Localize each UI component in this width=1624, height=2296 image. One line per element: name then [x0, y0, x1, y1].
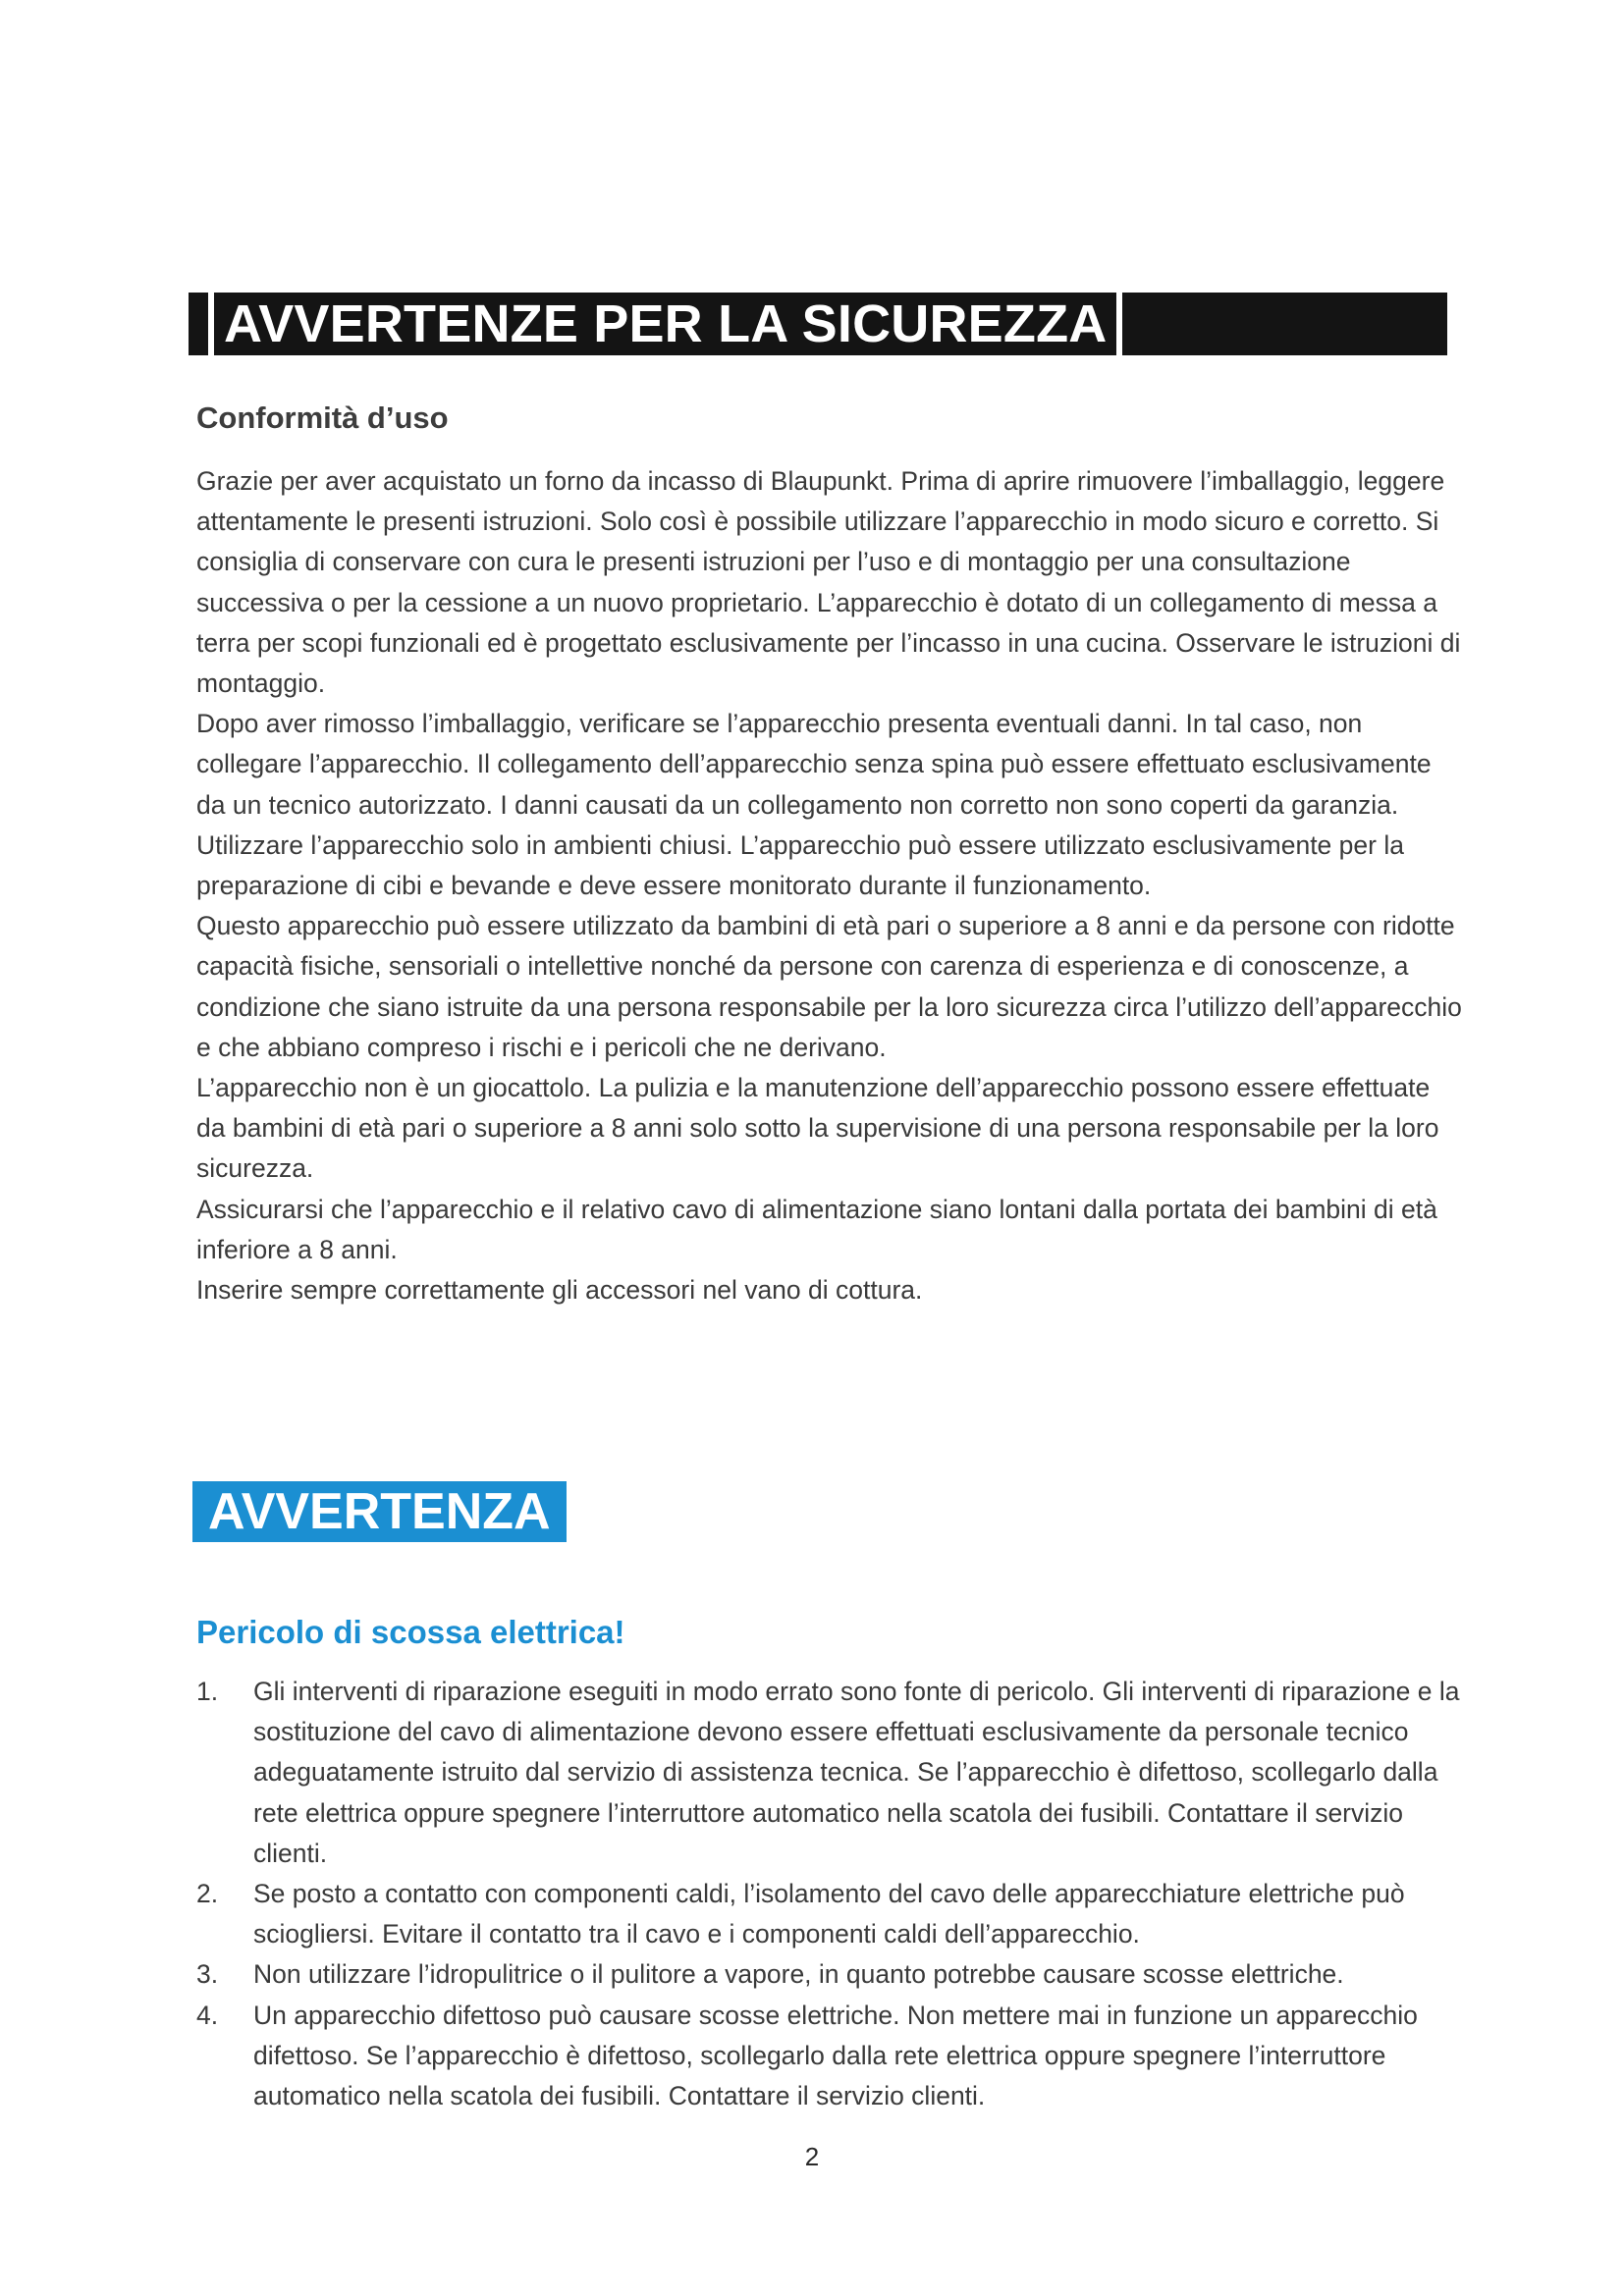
- warning-title: AVVERTENZA: [208, 1483, 551, 1540]
- paragraph: L’apparecchio non è un giocattolo. La pulizia e la manutenzione dell’apparecchio possono essere effettuate da bambini di età pari o superiore a 8 anni solo sotto la supervisione di una persona responsabile per la loro sicurezza.: [196, 1073, 1439, 1184]
- paragraph: Assicurarsi che l’apparecchio e il relativo cavo di alimentazione siano lontani dalla portata dei bambini di età inferiore a 8 anni.: [196, 1194, 1437, 1264]
- paragraph: Questo apparecchio può essere utilizzato da bambini di età pari o superiore a 8 anni e da persone con ridotte capacità fisiche, sensoriali o intellettive nonché da persone con carenza di esperienza e di conoscenze, a condizione che siano istruite da una persona responsabile per la loro sicurezza circa l’utilizzo dell’apparecchio e che abbiano compreso i rischi e i pericoli che ne derivano.: [196, 911, 1462, 1062]
- list-text: Un apparecchio difettoso può causare scosse elettriche. Non mettere mai in funzione un apparecchio difettoso. Se l’apparecchio è difettoso, scollegarlo dalla rete elettrica oppure spegnere l’interruttore automatico nella scatola dei fusibili. Contattare il servizio clienti.: [253, 2000, 1418, 2111]
- list-text: Non utilizzare l’idropulitrice o il pulitore a vapore, in quanto potrebbe causare scosse elettriche.: [253, 1959, 1344, 1990]
- list-item: [196, 1874, 1465, 1954]
- list-item: [196, 1954, 1465, 1995]
- list-text: Gli interventi di riparazione eseguiti in modo errato sono fonte di pericolo. Gli interventi di riparazione e la sostituzione del cavo di alimentazione devono essere effettuati esclusivamente da personale tecnico adeguatamente istruito dal servizio di assistenza tecnica. Se l’apparecchio è difettoso, scollegarlo dalla rete elettrica oppure spegnere l’interruttore automatico nella scatola dei fusibili. Contattare il servizio clienti.: [253, 1677, 1460, 1868]
- warning-list: [196, 1672, 1465, 2116]
- intro-text: [196, 461, 1463, 1310]
- list-item: [196, 1672, 1465, 1874]
- section-title: AVVERTENZE PER LA SICUREZZA: [214, 293, 1116, 355]
- section-title-box: [208, 293, 1122, 355]
- list-number: 1.: [196, 1677, 219, 1706]
- section-title-banner: [189, 293, 1447, 355]
- list-item: [196, 1996, 1465, 2117]
- list-text: Se posto a contatto con componenti caldi, l’isolamento del cavo delle apparecchiature elettriche può sciogliersi. Evitare il contatto tra il cavo e i componenti caldi dell’apparecchio.: [253, 1879, 1405, 1949]
- page-number: 2: [804, 2142, 820, 2171]
- paragraph: Grazie per aver acquistato un forno da incasso di Blaupunkt. Prima di aprire rimuovere l’imballaggio, leggere attentamente le presenti istruzioni. Solo così è possibile utilizzare l’apparecchio in modo sicuro e corretto. Si consiglia di conservare con cura le presenti istruzioni per l’uso e di montaggio per una consultazione successiva o per la cessione a un nuovo proprietario. L’apparecchio è dotato di un collegamento di messa a terra per scopi funzionali ed è progettato esclusivamente per l’incasso in una cucina. Osservare le istruzioni di montaggio.: [196, 466, 1461, 699]
- subsection-heading: Conformità d’uso: [196, 400, 449, 435]
- paragraph: Dopo aver rimosso l’imballaggio, verificare se l’apparecchio presenta eventuali danni. In tal caso, non collegare l’apparecchio. Il collegamento dell’apparecchio senza spina può essere effettuato esclusivamente da un tecnico autorizzato. I danni causati da un collegamento non corretto non sono coperti da garanzia. Utilizzare l’apparecchio solo in ambienti chiusi. L’apparecchio può essere utilizzato esclusivamente per la preparazione di cibi e bevande e deve essere monitorato durante il funzionamento.: [196, 709, 1432, 901]
- warning-banner: [192, 1481, 567, 1542]
- list-number: 4.: [196, 2000, 219, 2030]
- danger-heading: Pericolo di scossa elettrica!: [196, 1614, 625, 1650]
- list-number: 3.: [196, 1959, 219, 1990]
- list-number: 2.: [196, 1879, 219, 1909]
- paragraph: Inserire sempre correttamente gli accessori nel vano di cottura.: [196, 1275, 923, 1306]
